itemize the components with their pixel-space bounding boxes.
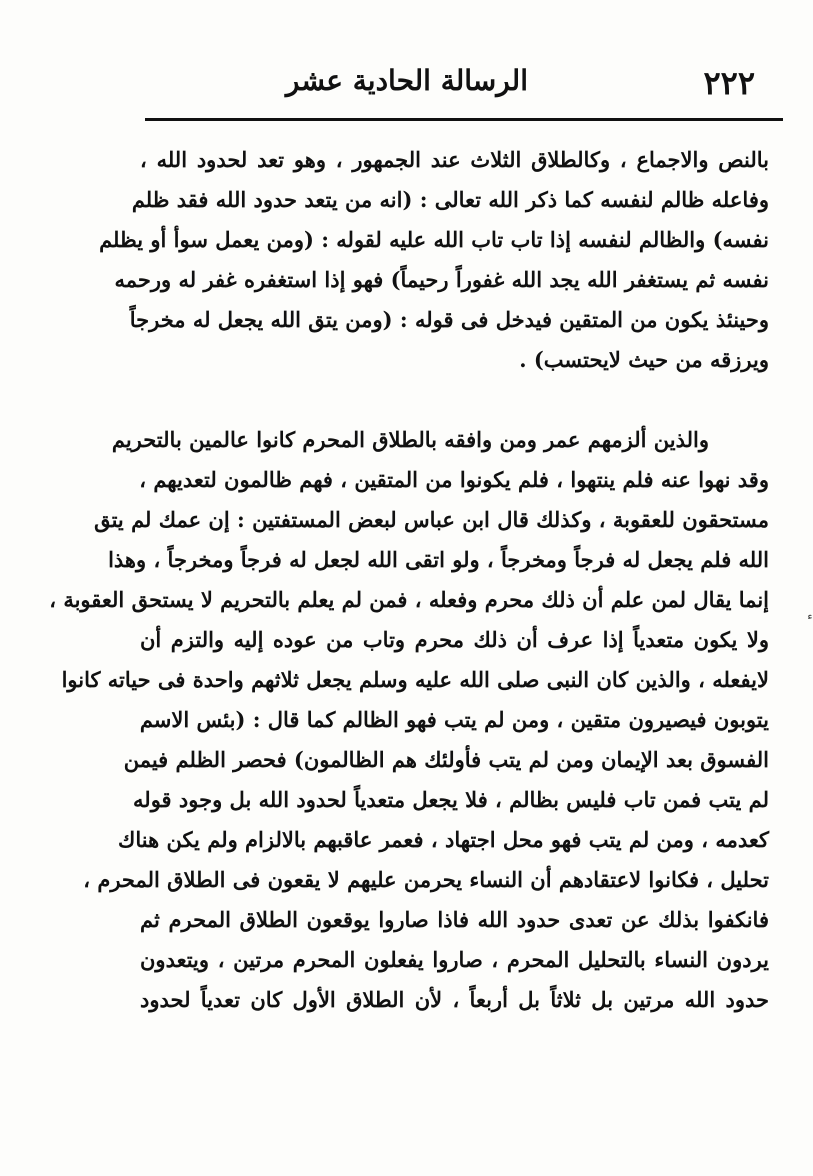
text-line: تحليل ، فكانوا لاعتقادهم أن النساء يحرمن عليهم لا يقعون فى الطلاق المحرم ،	[83, 867, 769, 892]
text-line: نفسه) والظالم لنفسه إذا تاب تاب الله عليه لقوله : (ومن يعمل سوأ أو يظلم	[99, 227, 769, 252]
text-line: نفسه ثم يستغفر الله يجد الله غفوراً رحيماً) فهو إذا استغفره غفر له ورحمه	[114, 267, 769, 292]
page-number: ٢٢٢	[703, 64, 755, 102]
text-line: كعدمه ، ومن لم يتب فهو محل اجتهاد ، فعمر عاقبهم بالالزام ولم يكن هناك	[118, 827, 769, 852]
text-line: إنما يقال لمن علم أن ذلك محرم وفعله ، فمن لم يعلم بالتحريم لا يستحق العقوبة ،	[49, 587, 769, 612]
text-line: يتوبون فيصيرون متقين ، ومن لم يتب فهو الظالم كما قال : (بئس الاسم	[139, 707, 769, 732]
text-line: الفسوق بعد الإيمان ومن لم يتب فأولئك هم الظالمون) فحصر الظلم فيمن	[123, 747, 769, 772]
text-line: يردون النساء بالتحليل المحرم ، صاروا يفعلون المحرم مرتين ، ويتعدون	[140, 947, 769, 972]
text-line: ويرزقه من حيث لايحتسب) .	[519, 347, 769, 372]
text-line: والذين ألزمهم عمر ومن وافقه بالطلاق المحرم كانوا عالمين بالتحريم	[111, 427, 709, 452]
text-line: فانكفوا بذلك عن تعدى حدود الله فاذا صاروا يوقعون الطلاق المحرم ثم	[140, 907, 769, 932]
text-line: لايفعله ، والذين كان النبى صلى الله عليه وسلم يجعل ثلاثهم واحدة فى حياته كانوا	[61, 667, 769, 692]
paragraph-2	[49, 420, 769, 1020]
text-line: وقد نهوا عنه فلم ينتهوا ، فلم يكونوا من المتقين ، فهم ظالمون لتعديهم ،	[139, 467, 769, 492]
text-line: مستحقون للعقوبة ، وكذلك قال ابن عباس لبعض المستفتين : إن عمك لم يتق	[94, 507, 769, 532]
running-title: الرسالة الحادية عشر	[285, 64, 528, 97]
paragraph-1	[99, 140, 769, 380]
text-line: وفاعله ظالم لنفسه كما ذكر الله تعالى : (انه من يتعد حدود الله فقد ظلم	[131, 187, 769, 212]
text-line: لم يتب فمن تاب فليس بظالم ، فلا يجعل متعدياً لحدود الله بل وجود قوله	[133, 787, 769, 812]
body-text	[49, 140, 769, 1020]
text-line: حدود الله مرتين بل ثلاثاً بل أربعاً ، لأن الطلاق الأول كان تعدياً لحدود	[140, 987, 769, 1012]
text-line: الله فلم يجعل له فرجاً ومخرجاً ، ولو اتقى الله لجعل له فرجاً ومخرجاً ، وهذا	[108, 547, 769, 572]
text-line: وحينئذ يكون من المتقين فيدخل فى قوله : (ومن يتق الله يجعل له مخرجاً	[129, 307, 769, 332]
text-line: بالنص والاجماع ، وكالطلاق الثلاث عند الجمهور ، وهو تعد لحدود الله ،	[140, 147, 769, 172]
page-header	[145, 62, 783, 114]
header-rule	[145, 118, 783, 121]
text-line: ولا يكون متعدياً إذا عرف أن ذلك محرم وتاب من عوده إليه والتزم أن	[140, 627, 769, 652]
